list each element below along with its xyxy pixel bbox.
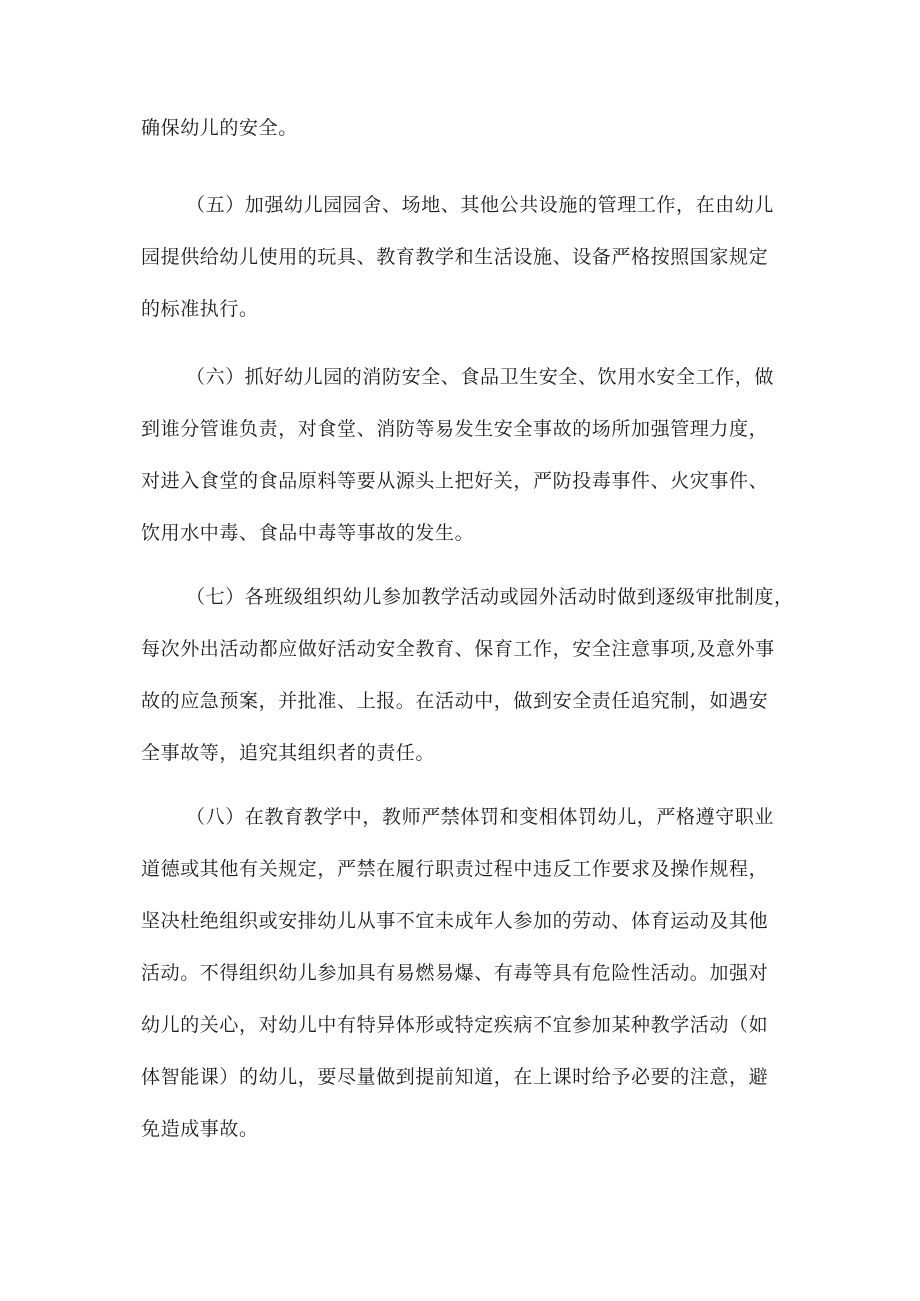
paragraph-item-7 [141,571,794,779]
text-line: 坚决杜绝组织或安排幼儿从事不宜未成年人参加的劳动、体育运动及其他 [141,910,769,932]
text-line: 每次外出活动都应做好活动安全教育、保育工作，安全注意事项,及意外事 [141,638,775,660]
text-line: 全事故等，追究其组织者的责任。 [141,742,436,764]
paragraph-item-6 [141,351,791,559]
text-line: 饮用水中毒、食品中毒等事故的发生。 [141,522,475,544]
paragraph-continuation [141,102,791,154]
text-line: （七）各班级组织幼儿参加教学活动或园外活动时做到逐级审批制度， [186,586,794,608]
text-line: 对进入食堂的食品原料等要从源头上把好关，严防投毒事件、火灾事件、 [141,470,769,492]
text-line: （八）在教育教学中，教师严禁体罚和变相体罚幼儿，严格遵守职业 [186,806,775,828]
text-line: 园提供给幼儿使用的玩具、教育教学和生活设施、设备严格按照国家规定 [141,246,769,268]
text-line: 的标准执行。 [141,298,259,320]
paragraph-item-8 [141,791,791,1155]
text-line: 确保幼儿的安全。 [141,117,298,139]
text-line: 道德或其他有关规定，严禁在履行职责过程中违反工作要求及操作规程， [141,858,769,880]
text-line: 免造成事故。 [141,1118,259,1140]
text-line: （六）抓好幼儿园的消防安全、食品卫生安全、饮用水安全工作，做 [186,366,775,388]
text-line: 幼儿的关心，对幼儿中有特异体形或特定疾病不宜参加某种教学活动（如 [141,1014,769,1036]
text-line: 到谁分管谁负责，对食堂、消防等易发生安全事故的场所加强管理力度， [141,418,769,440]
text-line: 体智能课）的幼儿，要尽量做到提前知道，在上课时给予必要的注意，避 [141,1066,769,1088]
text-line: 活动。不得组织幼儿参加具有易燃易爆、有毒等具有危险性活动。加强对 [141,962,769,984]
paragraph-item-5 [141,179,791,335]
text-line: （五）加强幼儿园园舍、场地、其他公共设施的管理工作，在由幼儿 [186,194,775,216]
text-line: 故的应急预案，并批准、上报。在活动中，做到安全责任追究制，如遇安 [141,690,769,712]
